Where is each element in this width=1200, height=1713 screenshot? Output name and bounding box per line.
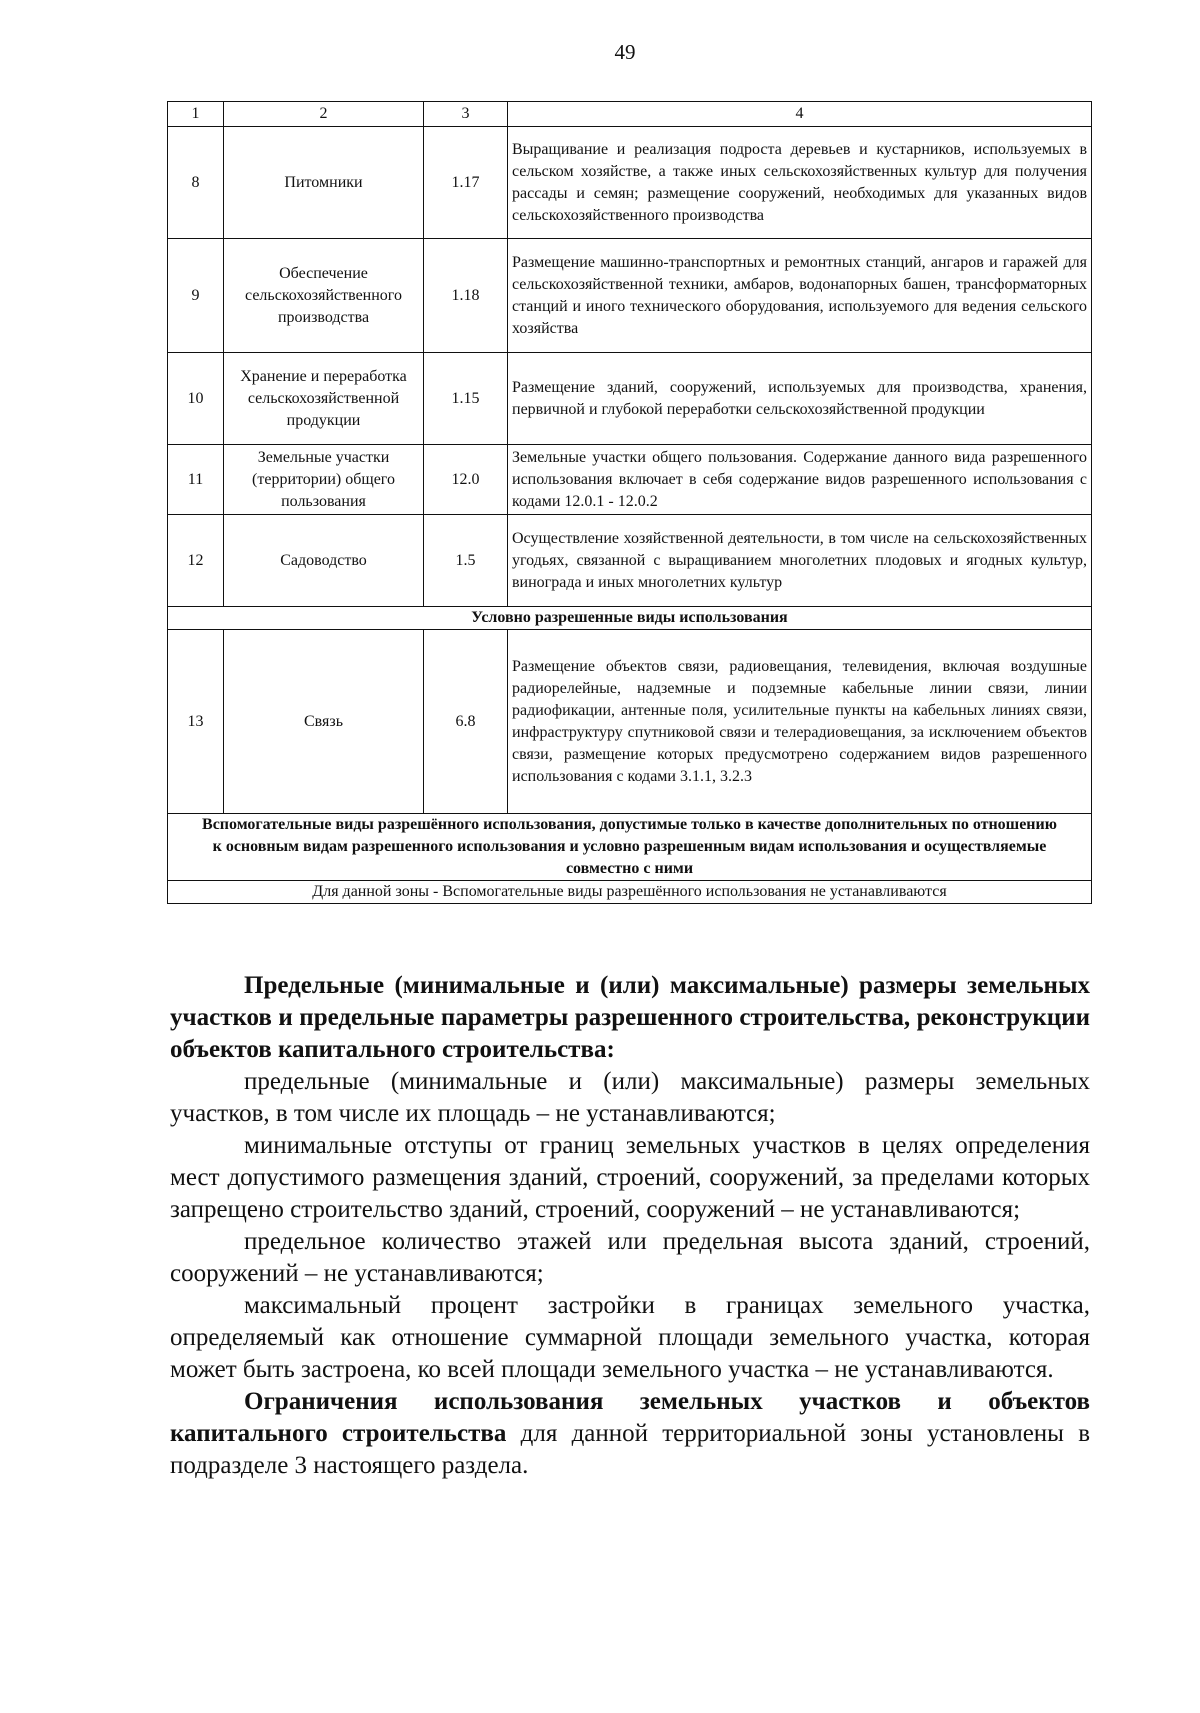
land-use-table — [167, 101, 1092, 904]
section-heading: Предельные (минимальные и (или) максимальные) размеры земельных участков и предельные параметры разрешенного строительства, реконструкции объектов капитального строительства: — [170, 972, 1090, 1063]
use-type-name: Обеспечение сельскохозяйственного производства — [224, 239, 424, 353]
header-cell: 3 — [424, 102, 508, 127]
paragraph: максимальный процент застройки в границах земельного участка, определяемый как отношение суммарной площади земельного участка, которая может быть застроена, ко всей площади земельного участка – не устанавливаются. — [170, 1292, 1090, 1383]
use-type-name: Связь — [224, 630, 424, 814]
use-type-name: Земельные участки (территории) общего пользования — [224, 445, 424, 515]
use-type-description: Размещение машинно-транспортных и ремонтных станций, ангаров и гаражей для сельскохозяйственной техники, амбаров, водонапорных башен, трансформаторных станций и иного технического оборудования, используемого для ведения сельского хозяйства — [508, 239, 1092, 353]
section-row — [168, 607, 1092, 630]
table-row — [168, 353, 1092, 445]
table-row — [168, 630, 1092, 814]
use-type-code: 1.18 — [424, 239, 508, 353]
restrictions-text: для данной территориальной зоны установлены в подразделе 3 настоящего раздела. — [170, 1420, 1090, 1479]
use-type-code: 1.15 — [424, 353, 508, 445]
paragraph: предельное количество этажей или предельная высота зданий, строений, сооружений – не устанавливаются; — [170, 1228, 1090, 1287]
use-type-name: Питомники — [224, 127, 424, 239]
use-type-description: Земельные участки общего пользования. Содержание данного вида разрешенного использования включает в себя содержание видов разрешенного использования с кодами 12.0.1 - 12.0.2 — [508, 445, 1092, 515]
header-cell: 1 — [168, 102, 224, 127]
table-row — [168, 127, 1092, 239]
page-number: 49 — [614, 40, 636, 64]
paragraph: предельные (минимальные и (или) максимальные) размеры земельных участков, в том числе их площадь – не устанавливаются; — [170, 1068, 1090, 1127]
note-row — [168, 881, 1092, 904]
parameters-section — [170, 970, 1090, 1482]
use-type-description: Размещение объектов связи, радиовещания, телевидения, включая воздушные радиорелейные, надземные и подземные кабельные линии связи, линии радиофикации, антенные поля, усилительные пункты на кабельных линиях связи, инфраструктуру спутниковой связи и телерадиовещания, за исключением объектов связи, размещение которых предусмотрено содержанием видов разрешенного использования с кодами 3.1.1, 3.2.3 — [508, 630, 1092, 814]
use-type-code: 6.8 — [424, 630, 508, 814]
row-number: 8 — [168, 127, 224, 239]
table-header-row — [168, 102, 1092, 127]
table-row — [168, 515, 1092, 607]
use-type-description: Осуществление хозяйственной деятельности, в том числе на сельскохозяйственных угодьях, связанной с выращиванием многолетних плодовых и ягодных культур, винограда и иных многолетних культур — [508, 515, 1092, 607]
header-cell: 2 — [224, 102, 424, 127]
restrictions-bold-text: Ограничения использования земельных участков и объектов капитального строительства — [170, 1388, 1090, 1447]
row-number: 12 — [168, 515, 224, 607]
row-number: 13 — [168, 630, 224, 814]
use-type-description: Размещение зданий, сооружений, используемых для производства, хранения, первичной и глубокой переработки сельскохозяйственной продукции — [508, 353, 1092, 445]
row-number: 10 — [168, 353, 224, 445]
use-type-description: Выращивание и реализация подроста деревьев и кустарников, используемых в сельском хозяйстве, а также иных сельскохозяйственных культур для получения рассады и семян; размещение сооружений, необходимых для указанных видов сельскохозяйственного производства — [508, 127, 1092, 239]
auxiliary-uses-title: Вспомогательные виды разрешённого использования, допустимые только в качестве дополнительных по отношению к основным видам разрешенного использования и условно разрешенным видам использования и осуществляемые совместно с ними — [168, 814, 1092, 881]
use-type-name: Хранение и переработка сельскохозяйственной продукции — [224, 353, 424, 445]
use-type-code: 12.0 — [424, 445, 508, 515]
paragraph: минимальные отступы от границ земельных участков в целях определения мест допустимого размещения зданий, строений, сооружений, за пределами которых запрещено строительство зданий, строений, сооружений – не устанавливаются; — [170, 1132, 1090, 1223]
restrictions-paragraph — [170, 1386, 1090, 1482]
use-type-name: Садоводство — [224, 515, 424, 607]
auxiliary-uses-note: Для данной зоны - Вспомогательные виды разрешённого использования не устанавливаются — [168, 881, 1092, 904]
row-number: 9 — [168, 239, 224, 353]
conditional-uses-title: Условно разрешенные виды использования — [168, 607, 1092, 630]
section-row — [168, 814, 1092, 881]
use-type-code: 1.5 — [424, 515, 508, 607]
table-row — [168, 239, 1092, 353]
header-cell: 4 — [508, 102, 1092, 127]
table-row — [168, 445, 1092, 515]
row-number: 11 — [168, 445, 224, 515]
use-type-code: 1.17 — [424, 127, 508, 239]
